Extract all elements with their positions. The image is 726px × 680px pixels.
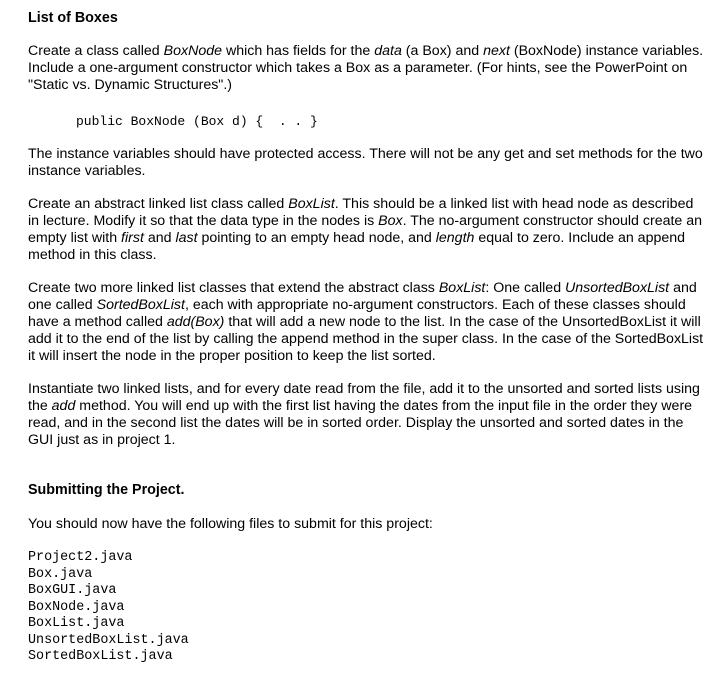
file-item: Box.java [28, 566, 93, 582]
text-run: Create a class called [28, 43, 164, 59]
boxnode-paragraph [28, 43, 708, 94]
text-run: The instance variables should have protected access. There will not be any get and set methods for the two instance variables. [28, 146, 703, 179]
constructor-code: public BoxNode (Box d) { . . } [76, 114, 318, 129]
emphasized-term: Box [378, 213, 403, 229]
file-item: BoxGUI.java [28, 583, 117, 598]
text-run: method. You will end up with the first list having the dates from the input file in the order they were read, and in the second list the dates will be in sorted order. Display the unsorted and sorted dates in the GUI just as in project 1. [28, 398, 693, 448]
file-item: SortedBoxList.java [28, 649, 173, 664]
access-paragraph [28, 146, 708, 180]
emphasized-term: SortedBoxList [96, 297, 185, 313]
text-run: . This should be a linked list with head node as described in lecture. Modify it so that the data type in the nodes is [28, 196, 694, 229]
text-run: and [143, 230, 176, 246]
text-run: and one called [28, 280, 697, 313]
file-item: BoxList.java [28, 616, 125, 631]
file-list [28, 550, 189, 666]
subclasses-paragraph [28, 280, 708, 365]
emphasized-term: first [121, 230, 144, 246]
emphasized-term: BoxList [438, 280, 486, 296]
text-run: (a Box) and [401, 43, 484, 59]
text-run: Create two more linked list classes that extend the abstract class [28, 280, 439, 296]
text-run: Create an abstract linked list class called [28, 196, 289, 212]
emphasized-term: add(Box) [166, 314, 225, 330]
text-run: . The no-argument constructor should create an empty list with [28, 213, 703, 246]
page-title: List of Boxes [28, 10, 118, 26]
file-item: Project2.java [28, 550, 133, 565]
text-run: pointing to an empty head node, and [197, 230, 436, 246]
instantiate-paragraph [28, 381, 708, 449]
submitting-heading: Submitting the Project. [28, 482, 185, 498]
emphasized-term: BoxList [288, 196, 335, 212]
text-run: Instantiate two linked lists, and for every date read from the file, add it to the unsorted and sorted lists using the [28, 381, 700, 414]
emphasized-term: data [374, 43, 402, 59]
text-run: which has fields for the [222, 43, 375, 59]
file-item: BoxNode.java [28, 599, 125, 615]
emphasized-term: BoxNode [163, 43, 223, 59]
text-run: : One called [485, 280, 566, 296]
boxlist-paragraph [28, 196, 708, 264]
emphasized-term: next [483, 43, 510, 59]
text-run: , each with appropriate no-argument constructors. Each of these classes should have a method called [28, 297, 686, 330]
text-run: that will add a new node to the list. In the case of the UnsortedBoxList it will add it to the end of the list by calling the append method in the super class. In the case of the SortedBoxList it will insert the node in the proper position to keep the list sorted. [28, 314, 704, 364]
file-item: UnsortedBoxList.java [28, 632, 189, 648]
emphasized-term: length [435, 230, 475, 246]
emphasized-term: UnsortedBoxList [565, 280, 670, 296]
text-run: (BoxNode) instance variables. Include a one-argument constructor which takes a Box as a parameter. (For hints, see the PowerPoint on "Static vs. Dynamic Structures".) [28, 43, 704, 93]
emphasized-term: add [51, 398, 76, 414]
text-run: equal to zero. Include an append method in this class. [28, 230, 686, 263]
emphasized-term: last [175, 230, 198, 246]
submit-instructions: You should now have the following files to submit for this project: [28, 516, 433, 532]
